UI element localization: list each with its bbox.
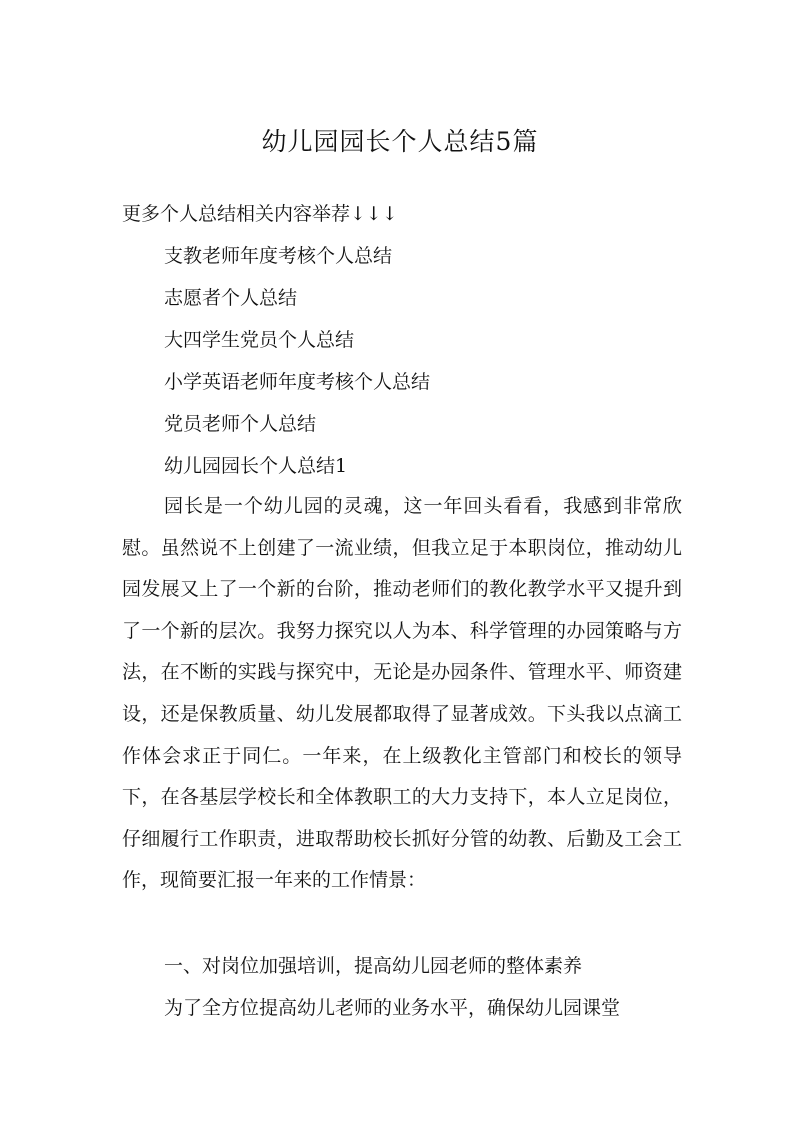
body-paragraph-continued: 为了全方位提高幼儿老师的业务水平，确保幼儿园课堂 bbox=[164, 997, 621, 1019]
document-title: 幼儿园园长个人总结5篇 bbox=[261, 127, 539, 156]
section-heading: 一、对岗位加强培训，提高幼儿园老师的整体素养 bbox=[164, 955, 583, 977]
body-paragraph: 园长是一个幼儿园的灵魂，这一年回头看看，我感到非常欣慰。虽然说不上创建了一流业绩，但我立足于本职岗位，推动幼儿园发展又上了一个新的台阶，推动老师们的教化教学水平又提升到了一个新的层次。我努力探究以人为本、科学管理的办园策略与方法，在不断的实践与探究中，无论是办园条件、管理水平、师资建设，还是保教质量、幼儿发展都取得了显著成效。下头我以点滴工作体会求正于同仁。一年来，在上级教化主管部门和校长的领导下，在各基层学校长和全体教职工的大力支持下，本人立足岗位，仔细履行工作职责，进取帮助校长抓好分管的幼教、后勤及工会工作，现简要汇报一年来的工作情景： bbox=[122, 495, 682, 892]
recommendation-link[interactable]: 党员老师个人总结 bbox=[164, 413, 317, 435]
section-title: 幼儿园园长个人总结1 bbox=[164, 455, 348, 477]
recommendation-intro: 更多个人总结相关内容举荐↓↓↓ bbox=[122, 203, 398, 225]
recommendation-link[interactable]: 小学英语老师年度考核个人总结 bbox=[164, 371, 431, 393]
recommendation-link[interactable]: 志愿者个人总结 bbox=[164, 287, 298, 309]
recommendation-link[interactable]: 支教老师年度考核个人总结 bbox=[164, 245, 393, 267]
recommendation-link[interactable]: 大四学生党员个人总结 bbox=[164, 329, 355, 351]
